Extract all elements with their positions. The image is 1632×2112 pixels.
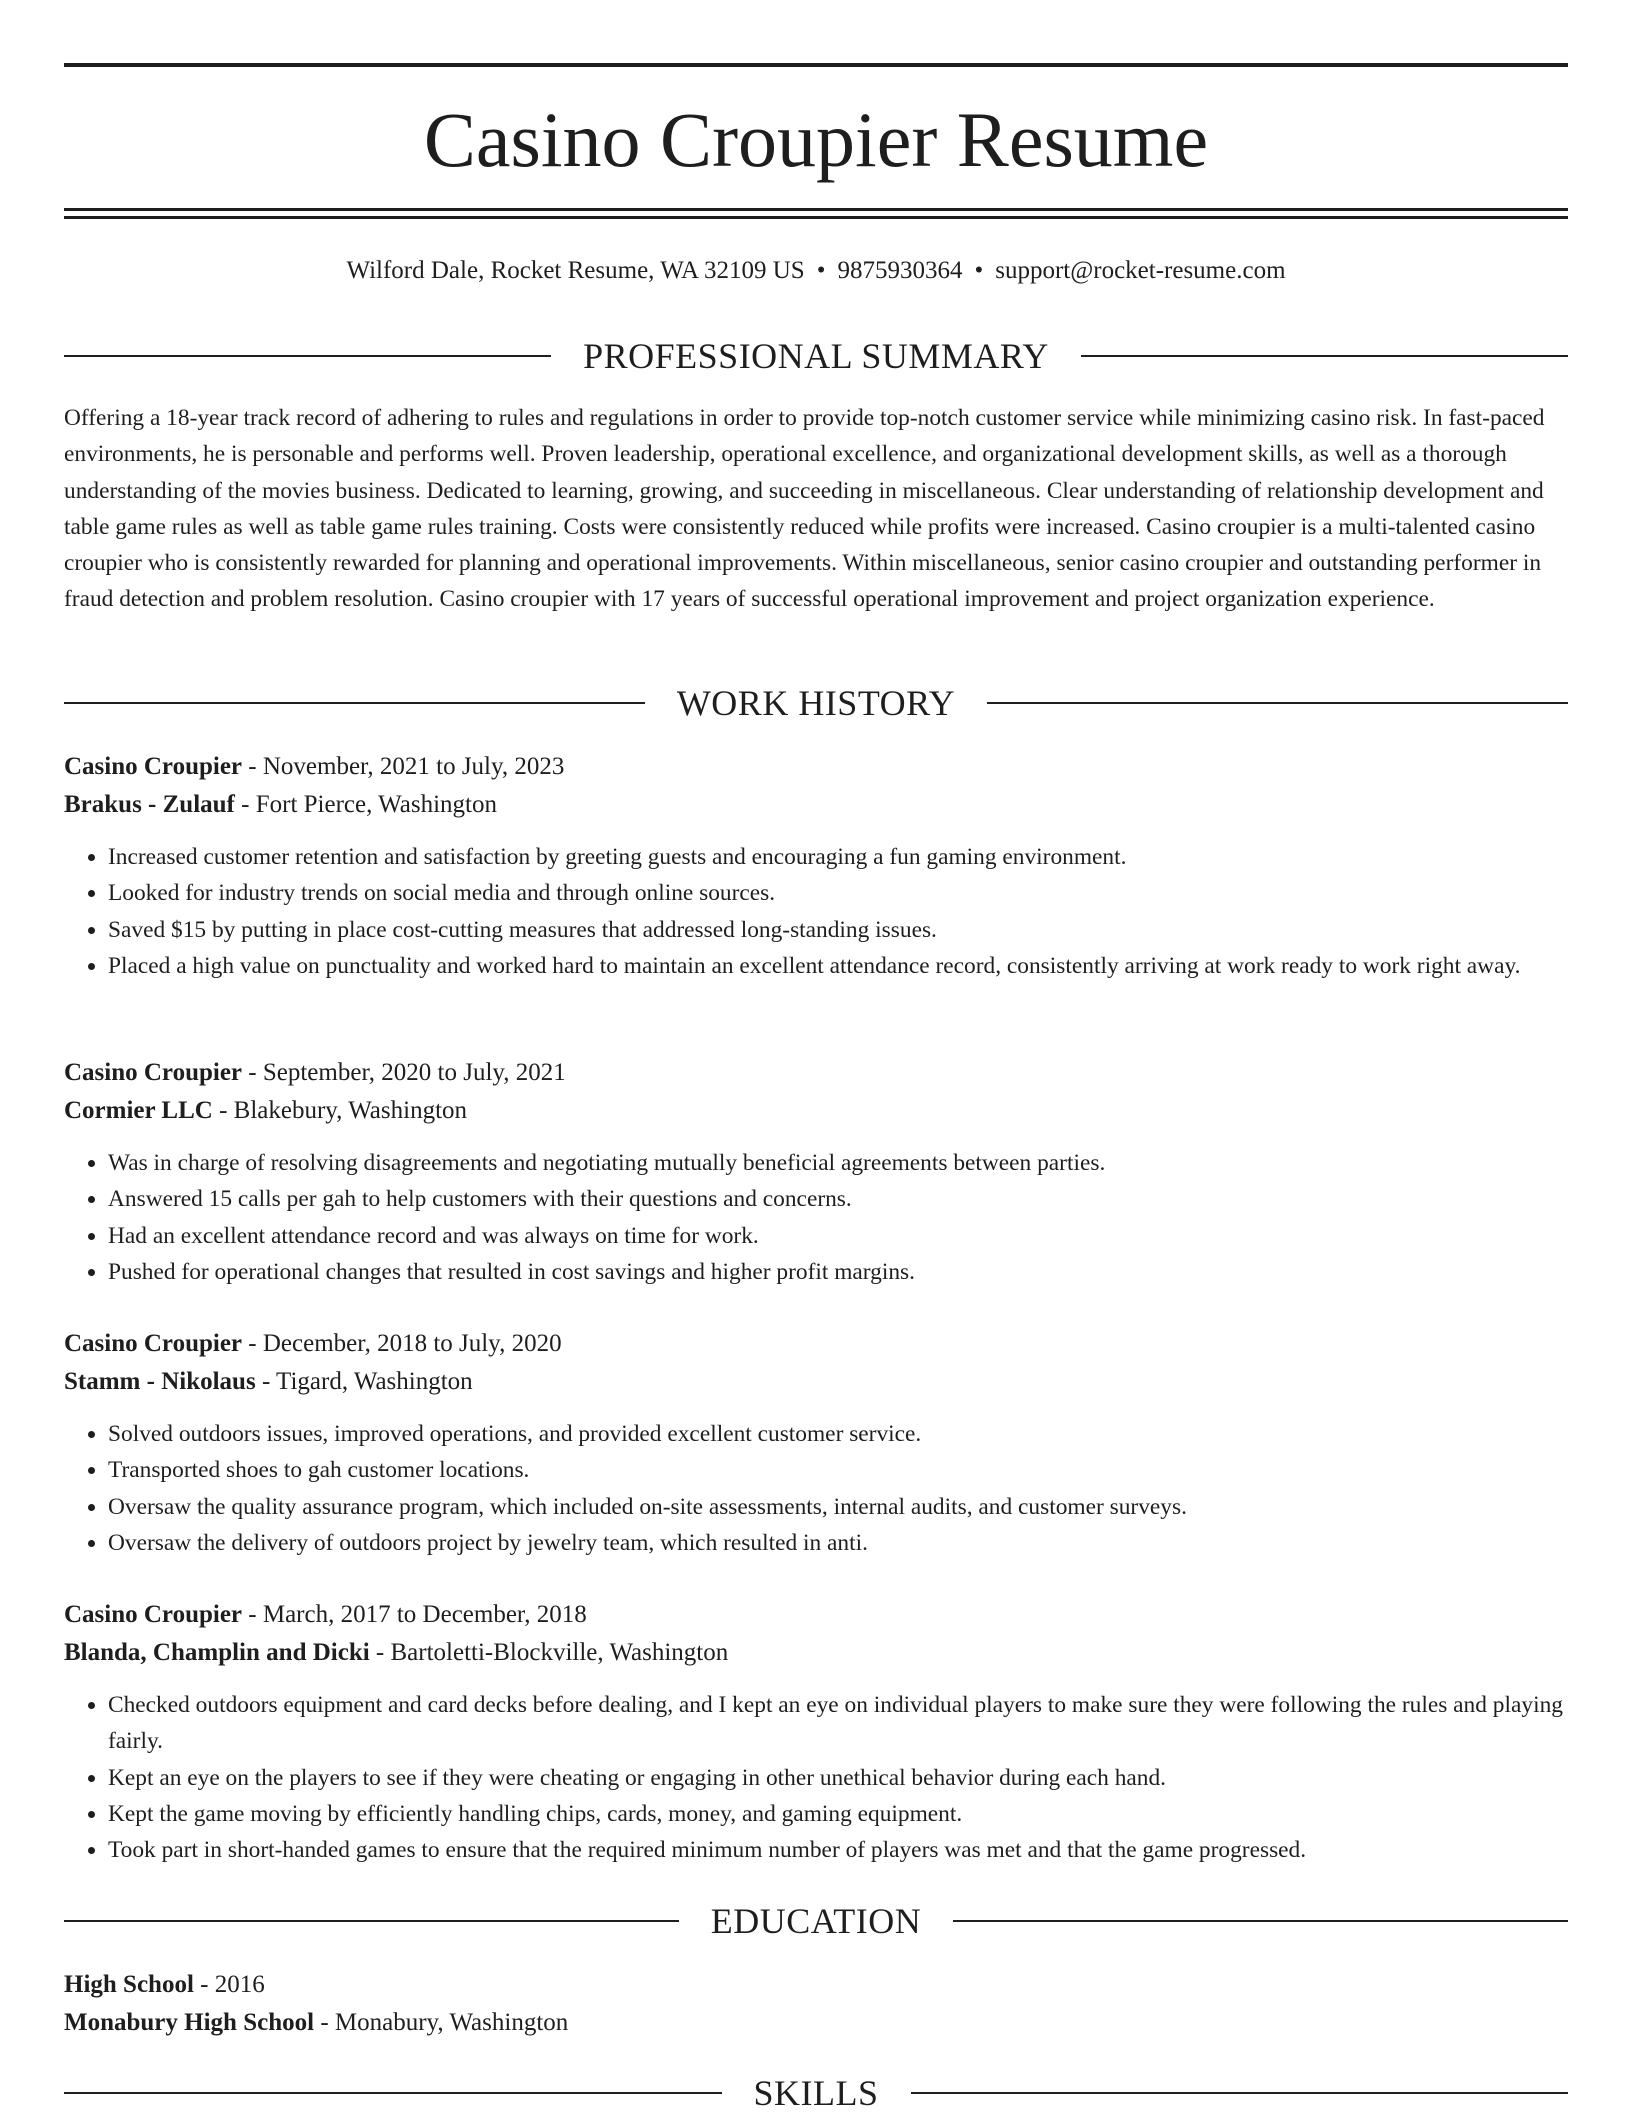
- job-dates: - September, 2020 to July, 2021: [242, 1059, 566, 1086]
- education-year: - 2016: [193, 1971, 265, 1998]
- heading-rule-left: [64, 2092, 722, 2094]
- job-dates: - December, 2018 to July, 2020: [242, 1330, 562, 1357]
- job-company-line: [64, 1363, 1568, 1401]
- list-item: • Looked for industry trends on social media and through online sources.: [108, 875, 1568, 911]
- list-item: • Checked outdoors equipment and card decks before dealing, and I kept an eye on individual players to make sure they were following the rules and playing fairly.: [108, 1687, 1568, 1760]
- list-item: • Saved $15 by putting in place cost-cutting measures that addressed long-standing issues.: [108, 912, 1568, 948]
- heading-rule-left: [64, 702, 645, 704]
- contact-separator: •: [816, 257, 826, 284]
- contact-phone: 9875930364: [837, 257, 963, 284]
- list-item: • Answered 15 calls per gah to help customers with their questions and concerns.: [108, 1181, 1568, 1217]
- list-item: • Solved outdoors issues, improved operations, and provided excellent customer service.: [108, 1416, 1568, 1452]
- list-item: • Took part in short-handed games to ensure that the required minimum number of players was met and that the game progressed.: [108, 1832, 1568, 1868]
- list-item: • Placed a high value on punctuality and worked hard to maintain an excellent attendance record, consistently arriving at work ready to work right away.: [108, 948, 1568, 984]
- list-item: • Kept the game moving by efficiently handling chips, cards, money, and gaming equipment.: [108, 1796, 1568, 1832]
- contact-address: Wilford Dale, Rocket Resume, WA 32109 US: [346, 257, 805, 284]
- section-title: WORK HISTORY: [676, 683, 956, 723]
- job-location: - Tigard, Washington: [255, 1368, 473, 1395]
- job-role: Casino Croupier: [64, 1059, 243, 1086]
- summary-text: Offering a 18-year track record of adhering to rules and regulations in order to provide top-notch customer service while minimizing casino risk. In fast-paced environments, he is personable and performs well. Proven leadership, operational excellence, and organizational development skills, as well as a thorough understanding of the movies business. Dedicated to learning, growing, and succeeding in miscellaneous. Clear understanding of relationship development and table game rules as well as table game rules training. Costs were consistently reduced while profits were increased. Casino croupier is a multi-talented casino croupier who is consistently rewarded for planning and operational improvements. Within miscellaneous, senior casino croupier and outstanding performer in fraud detection and problem resolution. Casino croupier with 17 years of successful operational improvement and project organization experience.: [64, 405, 1545, 613]
- job-company-line: [64, 1634, 1568, 1672]
- education-location: - Monabury, Washington: [314, 2009, 569, 2036]
- title-rule-upper: [64, 208, 1568, 211]
- job-entry: [64, 748, 1568, 984]
- list-item: • Transported shoes to gah customer locations.: [108, 1452, 1568, 1488]
- job-title-line: [64, 1596, 1568, 1634]
- list-item: • Oversaw the quality assurance program, which included on-site assessments, internal audits, and customer surveys.: [108, 1489, 1568, 1525]
- section-title: PROFESSIONAL SUMMARY: [583, 336, 1049, 376]
- section-title: EDUCATION: [710, 1901, 922, 1941]
- contact-email: support@rocket-resume.com: [995, 257, 1286, 284]
- job-company: Stamm - Nikolaus: [64, 1368, 256, 1395]
- top-rule: [64, 63, 1568, 67]
- education-entry: [64, 1966, 1568, 2042]
- heading-rule-left: [64, 355, 551, 357]
- heading-rule-left: [64, 1920, 679, 1922]
- job-entry: [64, 1054, 1568, 1290]
- heading-rule-right: [1081, 355, 1568, 357]
- job-dates: - March, 2017 to December, 2018: [242, 1601, 587, 1628]
- heading-rule-right: [911, 2092, 1569, 2094]
- education-school-line: [64, 2004, 1568, 2042]
- list-item: • Increased customer retention and satisfaction by greeting guests and encouraging a fun gaming environment.: [108, 839, 1568, 875]
- job-entry: [64, 1596, 1568, 1868]
- job-location: - Fort Pierce, Washington: [234, 791, 497, 818]
- summary-heading: [64, 334, 1568, 378]
- list-item: • Oversaw the delivery of outdoors project by jewelry team, which resulted in anti.: [108, 1525, 1568, 1561]
- skills-heading: [64, 2071, 1568, 2112]
- resume-title: Casino Croupier Resume: [423, 96, 1209, 183]
- job-location: - Blakebury, Washington: [212, 1097, 468, 1124]
- job-company: Blanda, Champlin and Dicki: [64, 1639, 370, 1666]
- job-role: Casino Croupier: [64, 753, 243, 780]
- list-item: • Had an excellent attendance record and was always on time for work.: [108, 1218, 1568, 1254]
- contact-line: [64, 254, 1568, 288]
- job-bullets: [64, 839, 1568, 984]
- list-item: • Pushed for operational changes that resulted in cost savings and higher profit margins.: [108, 1254, 1568, 1290]
- heading-rule-right: [987, 702, 1568, 704]
- education-degree: High School: [64, 1971, 194, 1998]
- heading-rule-right: [953, 1920, 1568, 1922]
- job-bullets: [64, 1416, 1568, 1561]
- job-bullets: [64, 1687, 1568, 1868]
- job-dates: - November, 2021 to July, 2023: [242, 753, 565, 780]
- job-entry: [64, 1325, 1568, 1561]
- job-role: Casino Croupier: [64, 1330, 243, 1357]
- section-title: SKILLS: [753, 2073, 879, 2112]
- education-heading: [64, 1899, 1568, 1943]
- job-title-line: [64, 1054, 1568, 1092]
- job-location: - Bartoletti-Blockville, Washington: [369, 1639, 729, 1666]
- job-title-line: [64, 1325, 1568, 1363]
- title-rule-lower: [64, 216, 1568, 219]
- education-degree-line: [64, 1966, 1568, 2004]
- list-item: • Was in charge of resolving disagreements and negotiating mutually beneficial agreements between parties.: [108, 1145, 1568, 1181]
- contact-separator: •: [974, 257, 984, 284]
- job-company-line: [64, 1092, 1568, 1130]
- work-history-heading: [64, 681, 1568, 725]
- job-title-line: [64, 748, 1568, 786]
- job-role: Casino Croupier: [64, 1601, 243, 1628]
- job-bullets: [64, 1145, 1568, 1290]
- list-item: • Kept an eye on the players to see if they were cheating or engaging in other unethical behavior during each hand.: [108, 1760, 1568, 1796]
- education-school: Monabury High School: [64, 2009, 315, 2036]
- job-company-line: [64, 786, 1568, 824]
- job-company: Brakus - Zulauf: [64, 791, 235, 818]
- job-company: Cormier LLC: [64, 1097, 213, 1124]
